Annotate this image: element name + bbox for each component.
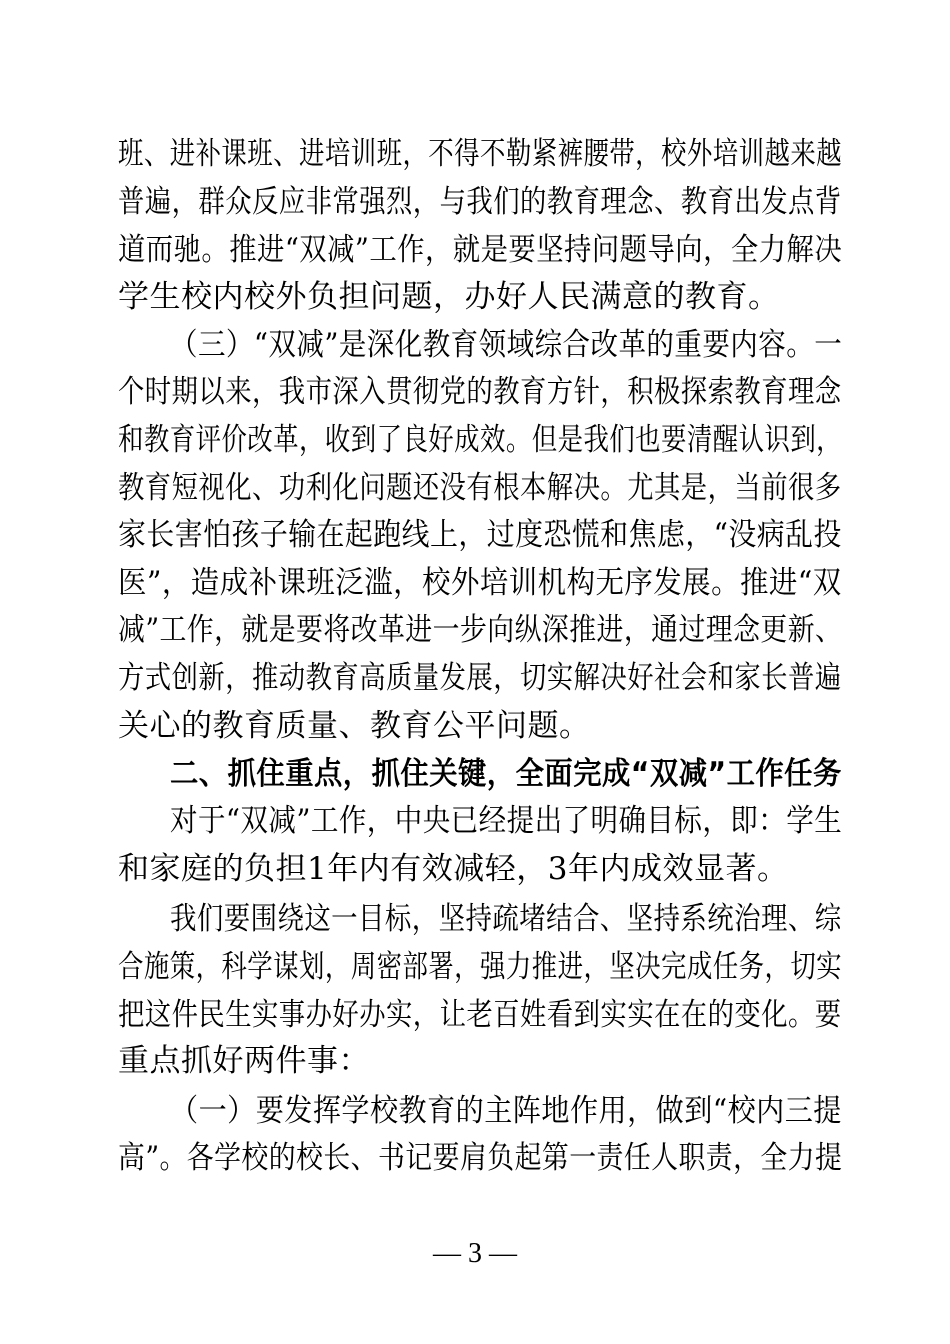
paragraph-line: 医”，造成补课班泛滥，校外培训机构无序发展。推进“双 — [118, 565, 842, 601]
paragraph-first-line: （一）要发挥学校教育的主阵地作用，做到“校内三提 — [170, 1093, 842, 1129]
paragraph-line: 学生校内校外负担问题，办好人民满意的教育。 — [118, 279, 780, 315]
paragraph-line: 高”。各学校的校长、书记要肩负起第一责任人职责，全力提 — [118, 1140, 843, 1176]
paragraph-line: 减”工作，就是要将改革进一步向纵深推进，通过理念更新、 — [118, 612, 843, 648]
paragraph-line: 道而驰。推进“双减”工作，就是要坚持问题导向，全力解决 — [118, 232, 843, 268]
page-number: — 3 — — [433, 1238, 517, 1269]
paragraph-line: 家长害怕孩子输在起跑线上，过度恐慌和焦虑，“没病乱投 — [118, 517, 842, 553]
paragraph-first-line: 我们要围绕这一目标，坚持疏堵结合、坚持系统治理、综 — [170, 901, 842, 937]
paragraph-line: 个时期以来，我市深入贯彻党的教育方针，积极探索教育理念 — [118, 374, 842, 410]
section-heading: 二、抓住重点，抓住关键，全面完成“双减”工作任务 — [170, 756, 842, 792]
paragraph-line: 和教育评价改革，收到了良好成效。但是我们也要清醒认识到， — [118, 422, 843, 458]
paragraph-first-line: 对于“双减”工作，中央已经提出了明确目标，即：学生 — [170, 803, 843, 839]
paragraph-line: 班、进补课班、进培训班，不得不勒紧裤腰带，校外培训越来越 — [118, 136, 843, 172]
paragraph-line: 方式创新，推动教育高质量发展，切实解决好社会和家长普遍 — [118, 660, 842, 696]
paragraph-line: 关心的教育质量、教育公平问题。 — [118, 708, 591, 744]
paragraph-line: 合施策，科学谋划，周密部署，强力推进，坚决完成任务，切实 — [118, 949, 843, 985]
paragraph-line: 把这件民生实事办好办实，让老百姓看到实实在在的变化。要 — [118, 997, 842, 1033]
paragraph-line: 教育短视化、功利化问题还没有根本解决。尤其是，当前很多 — [118, 470, 842, 506]
paragraph-line: 重点抓好两件事： — [118, 1043, 370, 1079]
paragraph-line: 和家庭的负担1年内有效减轻，3年内成效显著。 — [118, 851, 789, 887]
paragraph-first-line: （三）“双减”是深化教育领域综合改革的重要内容。一 — [170, 327, 843, 363]
paragraph-line: 普遍，群众反应非常强烈，与我们的教育理念、教育出发点背 — [118, 184, 842, 220]
